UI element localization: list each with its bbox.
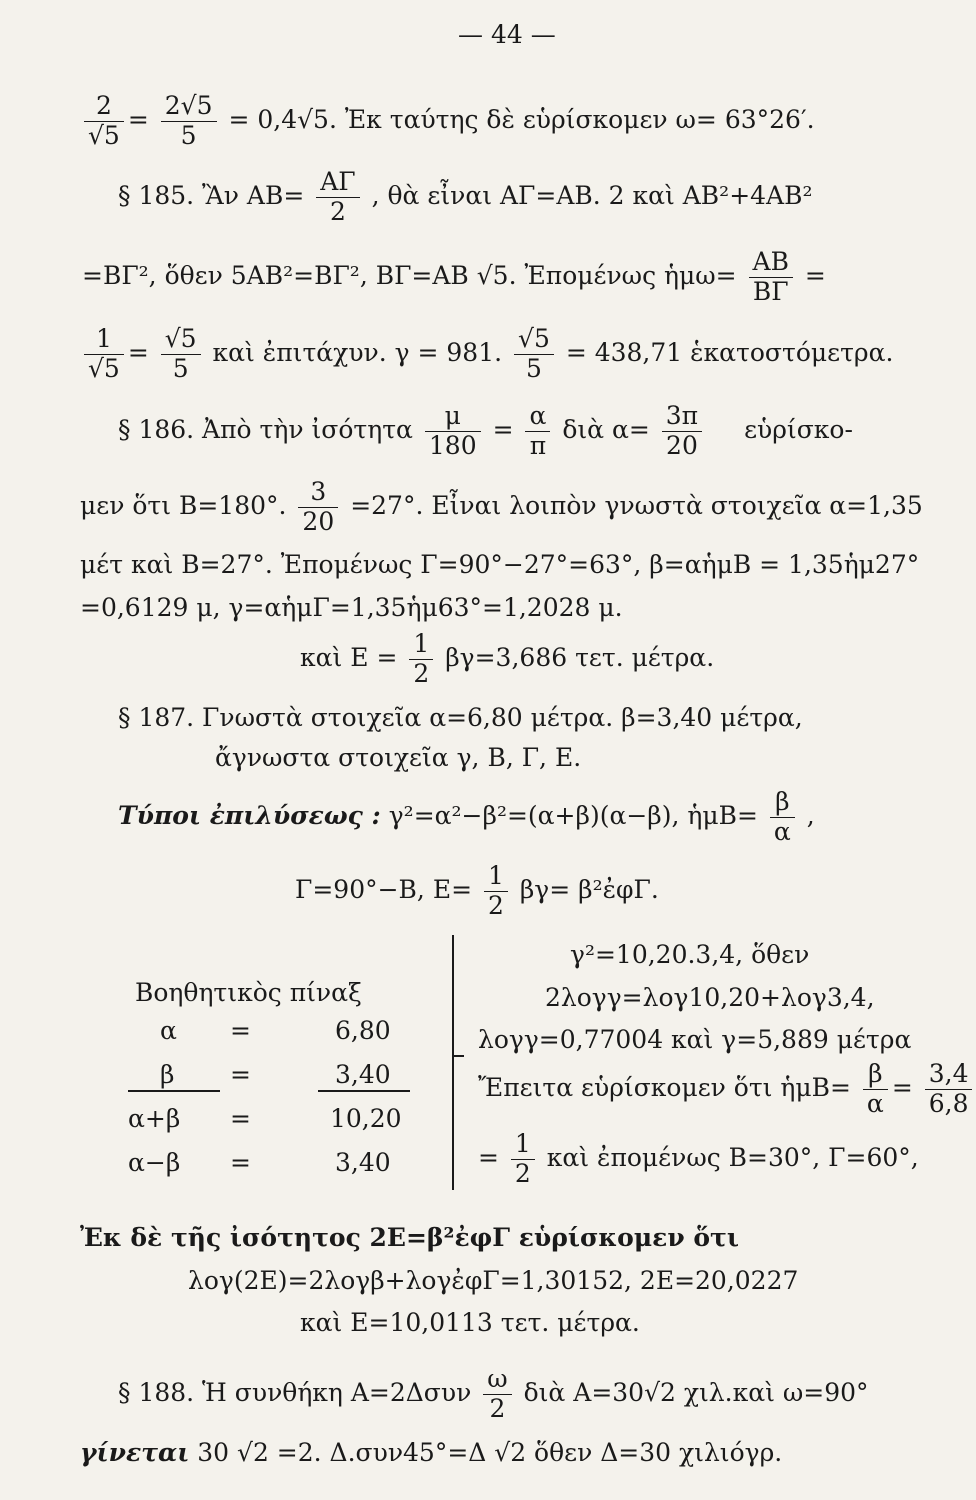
fraction — [409, 630, 433, 689]
table-value: 3,40 — [335, 1060, 391, 1089]
table-rule-left — [128, 1090, 220, 1092]
equation-line-8: =0,6129 μ, γ=αἡμΓ=1,35ἡμ63°=1,2028 μ. — [80, 593, 623, 622]
table-eq: = — [230, 1060, 251, 1089]
table-row — [120, 1098, 420, 1142]
section-187-line: § 187. Γνωστὰ στοιχεῖα α=6,80 μέτρα. β=3,40 μέτρα, — [118, 703, 803, 732]
formulas-label: Τύποι ἐπιλύσεως : — [118, 800, 381, 830]
unknowns-line: ἄγνωστα στοιχεῖα γ, Β, Γ, Ε. — [215, 743, 582, 772]
denominator: 5 — [172, 353, 189, 383]
fraction — [514, 325, 554, 384]
text: καὶ Ε = — [300, 642, 398, 672]
numerator: α — [525, 402, 550, 432]
formulas-line — [118, 788, 815, 847]
text: § 188. Ἡ συνθήκη Α=2Δσυν — [118, 1377, 472, 1407]
numerator: 3π — [662, 402, 702, 432]
fraction — [770, 788, 795, 847]
table-row — [120, 1010, 420, 1054]
fraction — [925, 1060, 973, 1119]
table-eq: = — [230, 1104, 251, 1133]
fraction — [298, 478, 338, 537]
text: Γ=90°−Β, Ε= — [295, 874, 473, 904]
fraction — [863, 1060, 888, 1119]
text: βγ= β²ἐφΓ. — [519, 874, 659, 904]
table-key: α−β — [128, 1148, 181, 1177]
denominator: 6,8 — [928, 1088, 969, 1118]
equation-line-9 — [300, 630, 714, 689]
equation-line-1: $\frac{2}{√5}$ = $\frac{2√5}{5}$ = 0,4√5. Ἐκ ταύτης δὲ εὑρίσκομεν ω= 63°26′. — [80, 92, 815, 151]
right-line-5 — [478, 1130, 919, 1189]
text-line-18 — [80, 1440, 782, 1465]
text-line-14: Ἐκ δὲ τῆς ἰσότητος 2Ε=β²ἐφΓ εὑρίσκομεν ὅτι — [80, 1223, 739, 1252]
brace-tip — [454, 1055, 464, 1057]
denominator: 2 — [330, 196, 346, 226]
fraction — [525, 402, 550, 461]
text: § 185. Ἂν ΑΒ= — [118, 180, 305, 210]
equation-line-6 — [80, 478, 923, 537]
denominator: 2 — [487, 890, 504, 920]
fraction — [662, 402, 702, 461]
denominator: √5 — [88, 353, 120, 383]
numerator: 2√5 — [161, 92, 217, 122]
aux-table-title: Βοηθητικὸς πίναξ — [135, 978, 362, 1007]
text: = — [492, 414, 514, 444]
denominator: 5 — [525, 353, 542, 383]
numerator: 3,4 — [925, 1060, 973, 1090]
numerator: 2 — [84, 92, 124, 122]
numerator: 1 — [484, 862, 508, 892]
fraction — [161, 92, 217, 151]
numerator: μ — [425, 402, 481, 432]
section-186-line — [118, 402, 853, 461]
table-value: 3,40 — [335, 1148, 391, 1177]
brace — [452, 935, 464, 1190]
fraction — [425, 402, 481, 461]
text: μεν ὅτι Β=180°. — [80, 490, 287, 520]
fraction — [483, 1365, 511, 1424]
right-line-2: 2λογγ=λογ10,20+λογ3,4, — [545, 983, 875, 1012]
denominator: α — [773, 816, 791, 846]
formulas-line-2 — [295, 862, 659, 921]
section-188-line — [118, 1365, 869, 1424]
numerator: β — [863, 1060, 888, 1090]
denominator: 20 — [666, 430, 698, 460]
denominator: ΒΓ — [752, 276, 789, 306]
bold-word: γίνεται — [80, 1438, 190, 1467]
denominator: 5 — [180, 120, 197, 150]
table-eq: = — [230, 1148, 251, 1177]
text: = — [478, 1142, 499, 1172]
table-value: 6,80 — [335, 1016, 391, 1045]
numerator: β — [770, 788, 795, 818]
text: , — [806, 800, 815, 830]
denominator: 2 — [489, 1393, 506, 1423]
numerator: 1 — [409, 630, 433, 660]
text: = 0,4√5. Ἐκ ταύτης δὲ εὑρίσκομεν ω= 63°26′. — [228, 104, 815, 134]
table-rule-right — [318, 1090, 410, 1092]
numerator: ω — [483, 1365, 511, 1395]
denominator: 20 — [302, 506, 335, 536]
right-line-1: γ²=10,20.3,4, ὅθεν — [570, 940, 810, 969]
page-number: — 44 — — [458, 20, 556, 49]
numerator: √5 — [161, 325, 201, 355]
numerator: √5 — [514, 325, 554, 355]
table-value: 10,20 — [330, 1104, 402, 1133]
text-line-16: καὶ Ε=10,0113 τετ. μέτρα. — [300, 1308, 640, 1337]
section-185-line — [118, 168, 813, 227]
fraction — [749, 248, 793, 307]
fraction — [84, 92, 124, 151]
fraction — [484, 862, 508, 921]
denominator: 2 — [514, 1158, 531, 1188]
text: = 438,71 ἑκατοστόμετρα. — [565, 337, 894, 367]
numerator: 3 — [298, 478, 338, 508]
denominator: π — [529, 430, 547, 460]
table-key: α — [160, 1016, 177, 1045]
text-line-15: λογ(2Ε)=2λογβ+λογἐφΓ=1,30152, 2Ε=20,0227 — [188, 1266, 799, 1295]
right-line-4: Ἔπειτα εὑρίσκομεν ὅτι ἡμΒ= $\frac{\beta}{\alpha}$ = $\frac{3,4}{6,8}$ — [478, 1060, 976, 1119]
fraction — [316, 168, 359, 227]
text: 30 √2 =2. Δ.συν45°=Δ √2 ὅθεν Δ=30 χιλιόγρ. — [197, 1438, 783, 1467]
text: βγ=3,686 τετ. μέτρα. — [445, 642, 715, 672]
numerator: ΑΒ — [749, 248, 793, 278]
aux-table — [120, 1010, 420, 1186]
table-row — [120, 1142, 420, 1186]
table-eq: = — [230, 1016, 251, 1045]
right-line-3: λογγ=0,77004 καὶ γ=5,889 μέτρα — [478, 1025, 912, 1054]
numerator: ΑΓ — [316, 168, 359, 198]
equation-line-4: $\frac{1}{√5}$ = $\frac{√5}{5}$ καὶ ἐπιτάχυν. γ = 981. $\frac{√5}{5}$ = 438,71 ἑκατοστόμετρα. — [80, 325, 893, 384]
text: καὶ ἐπομένως Β=30°, Γ=60°, — [546, 1142, 919, 1172]
fraction — [511, 1130, 535, 1189]
text: διὰ Α=30√2 χιλ.καὶ ω=90° — [523, 1377, 869, 1407]
text: § 186. Ἀπὸ τὴν ἰσότητα — [118, 414, 413, 444]
numerator: 1 — [84, 325, 124, 355]
equation-line-7: μέτ καὶ Β=27°. Ἐπομένως Γ=90°−27°=63°, β=αἡμΒ = 1,35ἡμ27° — [80, 550, 920, 579]
text: διὰ α= — [562, 414, 650, 444]
text: =27°. Εἶναι λοιπὸν γνωστὰ στοιχεῖα α=1,35 — [350, 490, 923, 520]
denominator: 180 — [428, 430, 477, 460]
table-key: α+β — [128, 1104, 181, 1133]
text: εὑρίσκο- — [744, 414, 853, 444]
equation-line-3 — [82, 248, 826, 307]
text: γ²=α²−β²=(α+β)(α−β), ἡμΒ= — [388, 800, 758, 830]
numerator: 1 — [511, 1130, 535, 1160]
text: καὶ ἐπιτάχυν. γ = 981. — [212, 337, 503, 367]
text: , θὰ εἶναι ΑΓ=ΑΒ. 2 καὶ ΑΒ²+4ΑΒ² — [371, 180, 813, 210]
denominator: √5 — [88, 120, 120, 150]
denominator: 2 — [413, 658, 430, 688]
text: =ΒΓ², ὅθεν 5ΑΒ²=ΒΓ², ΒΓ=ΑΒ √5. Ἐπομένως ἡμω= — [82, 260, 737, 290]
text: Ἔπειτα εὑρίσκομεν ὅτι ἡμΒ= — [478, 1072, 851, 1102]
table-key: β — [160, 1060, 175, 1089]
fraction — [84, 325, 124, 384]
fraction — [161, 325, 201, 384]
text: = — [804, 260, 826, 290]
denominator: α — [866, 1088, 884, 1118]
